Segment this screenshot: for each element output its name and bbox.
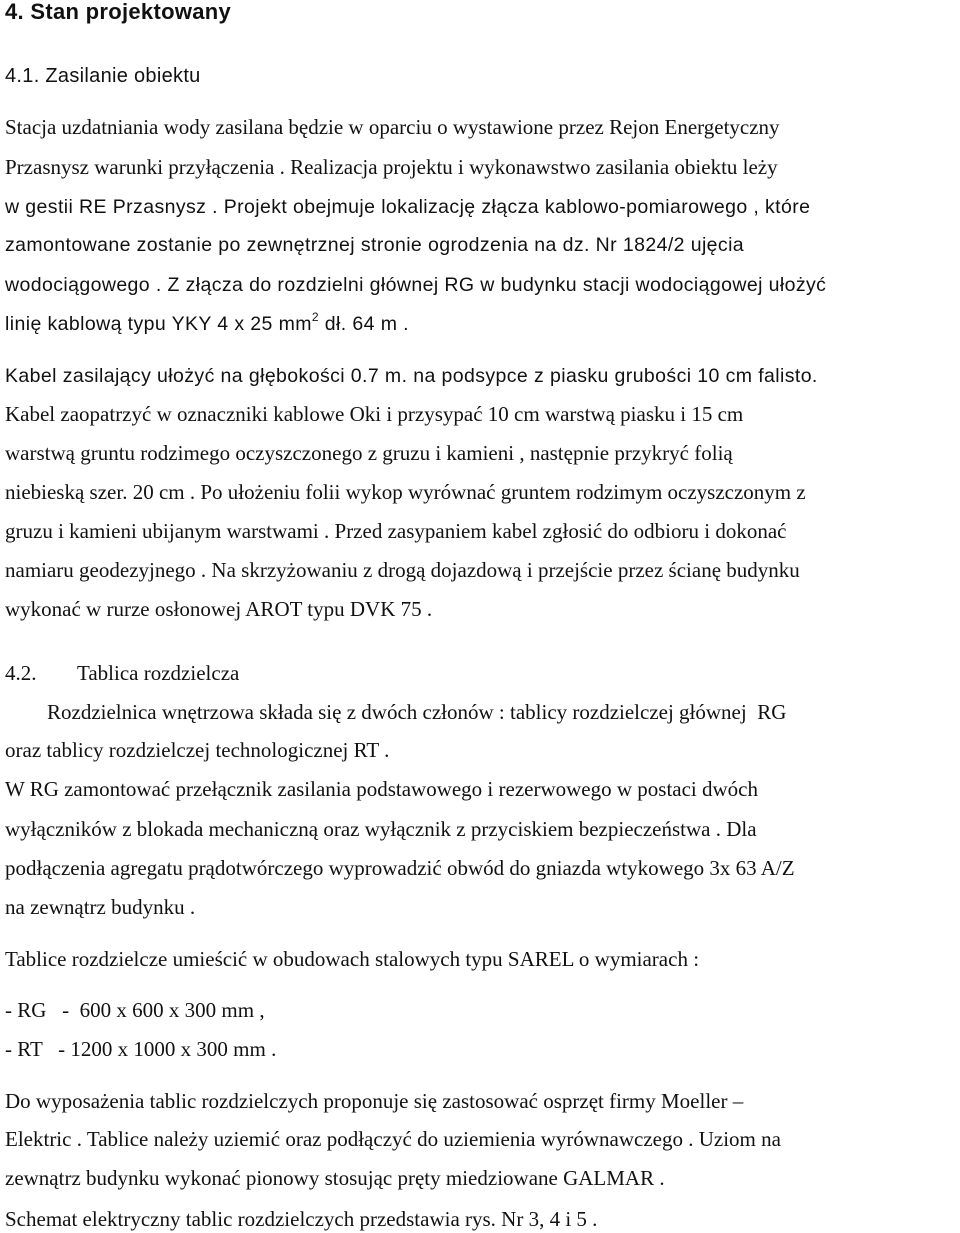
paragraph-line: Schemat elektryczny tablic rozdzielczych przedstawia rys. Nr 3, 4 i 5 . — [5, 1207, 598, 1231]
paragraph-line: gruzu i kamieni ubijanym warstwami . Przed zasypaniem kabel zgłosić do odbioru i dokonać — [5, 519, 787, 543]
paragraph-line: zewnątrz budynku wykonać pionowy stosując pręty miedziowane GALMAR . — [5, 1166, 665, 1190]
paragraph-line: wykonać w rurze osłonowej AROT typu DVK 75 . — [5, 597, 433, 621]
cable-spec-text: linię kablową typu YKY 4 x 25 mm — [5, 313, 312, 335]
paragraph-line: wodociągowego . Z złącza do rozdzielni głównej RG w budynku stacji wodociągowej ułożyć — [5, 274, 827, 296]
paragraph-line: Rozdzielnica wnętrzowa składa się z dwóch członów : tablicy rozdzielczej głównej RG — [5, 700, 787, 724]
paragraph-line: Kabel zaopatrzyć w oznaczniki kablowe Oki i przysypać 10 cm warstwą piasku i 15 cm — [5, 402, 744, 426]
dimension-rt: - RT - 1200 x 1000 x 300 mm . — [5, 1037, 277, 1061]
enclosure-line: Tablice rozdzielcze umieścić w obudowach stalowych typu SAREL o wymiarach : — [5, 947, 700, 971]
paragraph-line: zamontowane zostanie po zewnętrznej stronie ogrodzenia na dz. Nr 1824/2 ujęcia — [5, 234, 745, 256]
paragraph-line: wyłączników z blokada mechaniczną oraz wyłącznik z przyciskiem bezpieczeństwa . Dla — [5, 817, 757, 841]
paragraph-line: podłączenia agregatu prądotwórczego wyprowadzić obwód do gniazda wtykowego 3x 63 A/Z — [5, 856, 795, 880]
paragraph-line: Do wyposażenia tablic rozdzielczych proponuje się zastosować osprzęt firmy Moeller – — [5, 1089, 744, 1113]
dimension-rg: - RG - 600 x 600 x 300 mm , — [5, 998, 265, 1022]
paragraph-line: Elektric . Tablice należy uziemić oraz podłączyć do uziemienia wyrównawczego . Uziom na — [5, 1127, 781, 1151]
paragraph-line: Stacja uzdatniania wody zasilana będzie w oparciu o wystawione przez Rejon Energetyczny — [5, 115, 780, 139]
paragraph-line: oraz tablicy rozdzielczej technologicznej RT . — [5, 738, 390, 762]
section-heading: 4. Stan projektowany — [5, 0, 232, 24]
subsection-title: Tablica rozdzielcza — [77, 661, 240, 685]
cable-length-text: dł. 64 m . — [318, 313, 410, 335]
paragraph-line: warstwą gruntu rodzimego oczyszczonego z gruzu i kamieni , następnie przykryć folią — [5, 441, 733, 465]
subsection-number: 4.2. — [5, 661, 37, 685]
burial-depth-line: Kabel zasilający ułożyć na głębokości 0.7 m. na podsypce z piasku grubości 10 cm falisto. — [5, 365, 818, 387]
paragraph-line: Przasnysz warunki przyłączenia . Realizacja projektu i wykonawstwo zasilania obiektu leży — [5, 155, 778, 179]
paragraph-line: namiaru geodezyjnego . Na skrzyżowaniu z drogą dojazdową i przejście przez ścianę budynku — [5, 558, 800, 582]
paragraph-line: na zewnątrz budynku . — [5, 895, 196, 919]
paragraph-line: niebieską szer. 20 cm . Po ułożeniu folii wykop wyrównać gruntem rodzimym oczyszczonym z — [5, 480, 806, 504]
cable-spec-line — [5, 311, 409, 337]
superscript-2: 2 — [311, 310, 319, 324]
paragraph-line: W RG zamontować przełącznik zasilania podstawowego i rezerwowego w postaci dwóch — [5, 777, 759, 801]
paragraph-line: w gestii RE Przasnysz . Projekt obejmuje lokalizację złącza kablowo-pomiarowego , które — [5, 196, 811, 218]
subsection-heading-4-1: 4.1. Zasilanie obiektu — [5, 65, 201, 87]
subsection-heading-4-2 — [5, 660, 239, 686]
